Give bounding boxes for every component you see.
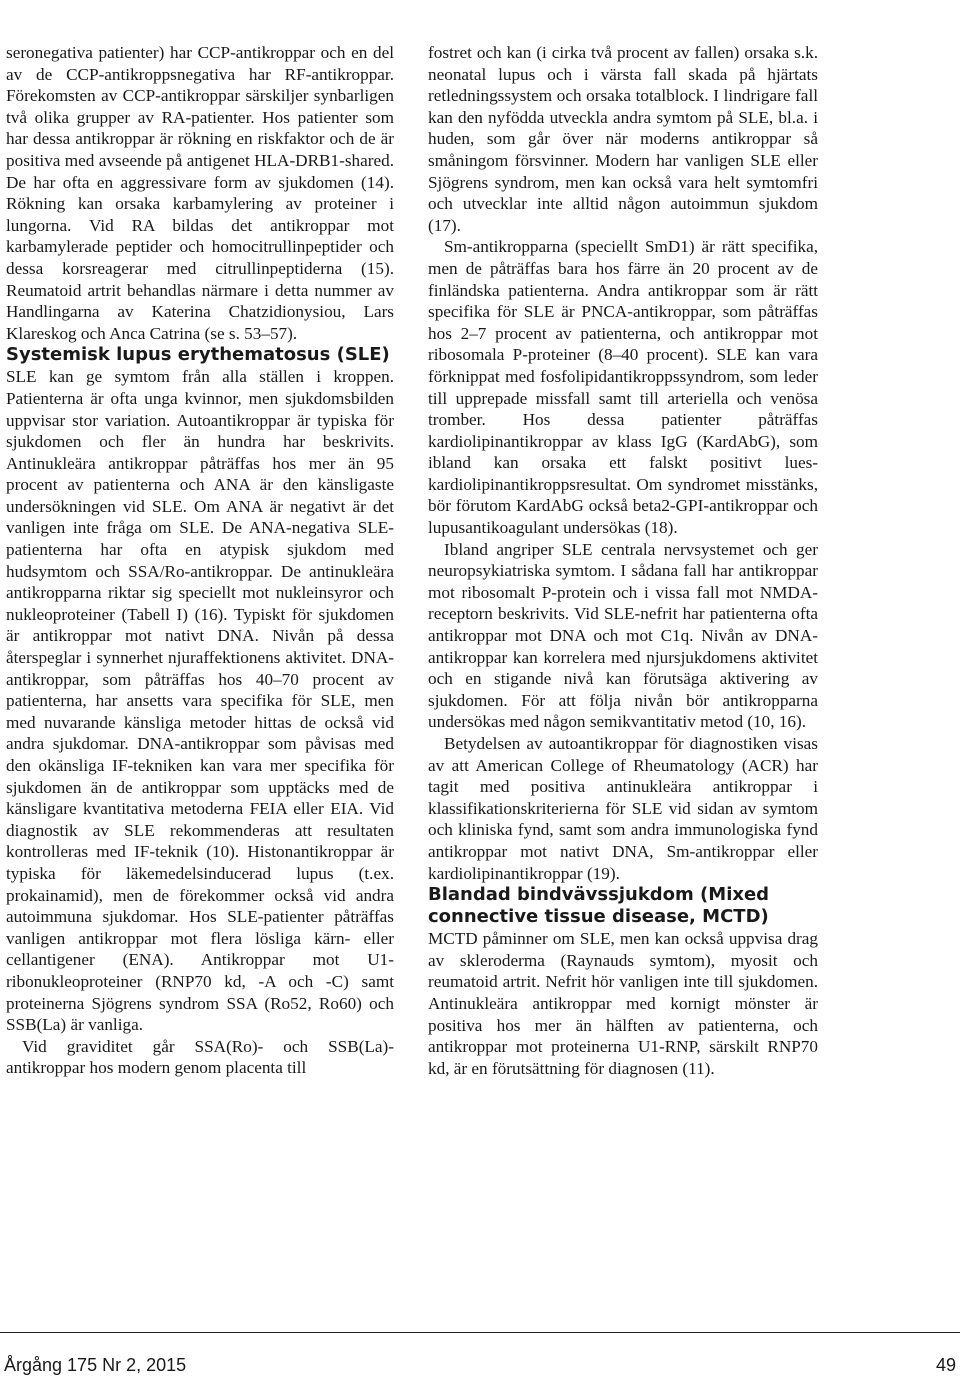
paragraph-mctd: MCTD påminner om SLE, men kan också uppvisa drag av skleroderma (Raynauds symtom), myosit och reumatoid artrit. Nefrit hör vanligen inte till sjukdomen. Antinukleära antikroppar med kornigt mönster är positiva hos mer än hälften av patienterna, och antikroppar mot proteinerna U1-RNP, särskilt RNP70 kd, är en förutsättning för diagnosen (11). (428, 929, 818, 1078)
section-heading-mctd: Blandad bindvävssjukdom (Mixed connective tissue disease, MCTD) (428, 884, 770, 928)
paragraph-acr-criteria: Betydelsen av autoantikroppar för diagnostiken visas av att American College of Rheumatology (ACR) har tagit med positiva antinukleära antikroppar i klassifikationskriterierna för SLE vid sidan av symtom och kliniska fynd, samt som andra immunologiska fynd antikroppar mot nativt DNA, Sm-antikroppar eller kardiolipinantikroppar (19). (428, 734, 818, 883)
left-column (6, 42, 394, 1079)
paragraph-sm-antibodies: Sm-antikropparna (speciellt SmD1) är rätt specifika, men de påträffas bara hos färre än 20 procent av de finländska patienterna. Andra antikroppar som är rätt specifika för SLE är PNCA-antikroppar, som påträffas hos 2–7 procent av patienterna, och antikroppar mot ribosomala P-proteiner (8–40 procent). SLE kan vara förknippat med fosfolipidantikroppssyndrom, som leder till upprepade missfall samt till arteriella och venösa tromber. Hos dessa patienter påträffas kardiolipinantikroppar av klass IgG (KardAbG), som ibland kan orsaka ett falskt positivt lues-kardiolipinantikroppsresultat. Om syndromet misstänks, bör förutom KardAbG också beta2-GPI-antikroppar och lupusantikoagulant undersökas (18). (428, 237, 818, 538)
right-column (428, 42, 818, 1079)
paragraph-pregnancy: Vid graviditet går SSA(Ro)- och SSB(La)-antikroppar hos modern genom placenta till (6, 1036, 394, 1078)
paragraph-neuropsychiatric: Ibland angriper SLE centrala nervsystemet och ger neuropsykiatriska symtom. I sådana fall har antikroppar mot ribosomalt P-protein och i vissa fall mot NMDA-receptorn beskrivits. Vid SLE-nefrit har patienterna ofta antikroppar mot DNA och mot C1q. Nivån av DNA-antikroppar kan korrelera med njursjukdomens aktivitet och en stigande nivå kan förutsäga aktivering av sjukdomen. För att följa nivån bör antikropparna undersökas med någon semikvantitativ metod (10, 16). (428, 539, 818, 732)
page-number: 49 (935, 1355, 956, 1375)
paragraph-sle-intro: SLE kan ge symtom från alla ställen i kroppen. Patienterna är ofta unga kvinnor, men sjukdomsbilden uppvisar stor variation. Autoantikroppar är typiska för sjukdomen och fler än hundra har beskrivits. Antinukleära antikroppar påträffas hos mer än 95 procent av patienterna och ANA är den känsligaste undersökningen vid SLE. Om ANA är negativt är det vanligen inte fråga om SLE. De ANA-negativa SLE-patienterna har ofta en atypisk sjukdom med hudsymtom och SSA/Ro-antikroppar. De antinukleära antikropparna riktar sig speciellt mot nukleinsyror och nukleoproteiner (Tabell I) (16). Typiskt för sjukdomen är antikroppar mot nativt DNA. Nivån på dessa återspeglar i synnerhet njuraffektionens aktivitet. DNA-antikroppar, som påträffas hos 40–70 procent av patienterna, har ansetts vara specifika för SLE, men med nuvarande känsliga metoder hittas de också vid andra sjukdomar. DNA-antikroppar som påvisas med den okänsliga IF-tekniken kan vara mer specifika för sjukdomen än de antikroppar som upptäcks med de känsligare kvantitativa metoderna FEIA eller EIA. Vid diagnostik av SLE rekommenderas att resultaten kontrolleras med IF-teknik (10). Histonantikroppar är typiska för läkemedelsinducerad lupus (t.ex. prokainamid), men de förekommer också vid andra autoimmuna sjukdomar. Hos SLE-patienter påträffas vanligen antikroppar mot flera lösliga kärn- eller cellantigener (ENA). Antikroppar mot U1-ribonukleoproteiner (RNP70 kd, -A och -C) samt proteinerna Sjögrens syndrom SSA (Ro52, Ro60) och SSB(La) är vanliga. (6, 367, 394, 1035)
paragraph-neonatal-lupus: fostret och kan (i cirka två procent av fallen) orsaka s.k. neonatal lupus och i värsta fall skada på hjärtats retledningssystem och orsaka totalblock. I lindrigare fall kan den nyfödda utveckla andra symtom på SLE, bl.a. i huden, som går över när moderns antikroppar så småningom försvinner. Modern har vanligen SLE eller Sjögrens syndrom, men kan också vara helt symtomfri och utvecklar inte alltid någon autoimmun sjukdom (17). (428, 43, 818, 235)
section-heading-sle: Systemisk lupus erythematosus (SLE) (6, 344, 390, 366)
journal-issue: Årgång 175 Nr 2, 2015 (4, 1355, 187, 1375)
paragraph-ra-continued: seronegativa patienter) har CCP-antikroppar och en del av de CCP-antikroppsnegativa har RF-antikroppar. Förekomsten av CCP-antikroppar särskiljer synbarligen två olika grupper av RA-patienter. Hos patienter som har dessa antikroppar är rökning en riskfaktor och de är positiva med avseende på antigenet HLA-DRB1-shared. De har ofta en aggressivare form av sjukdomen (14). Rökning kan orsaka karbamylering av proteiner i lungorna. Vid RA bildas det antikroppar mot karbamylerade peptider och homocitrullinpeptider och dessa korsreagerar med citrullinpeptiderna (15). Reumatoid artrit behandlas närmare i detta nummer av Handlingarna av Katerina Chatzidionysiou, Lars Klareskog och Anca Catrina (se s. 53–57). (6, 43, 394, 343)
footer-divider (0, 1332, 960, 1333)
